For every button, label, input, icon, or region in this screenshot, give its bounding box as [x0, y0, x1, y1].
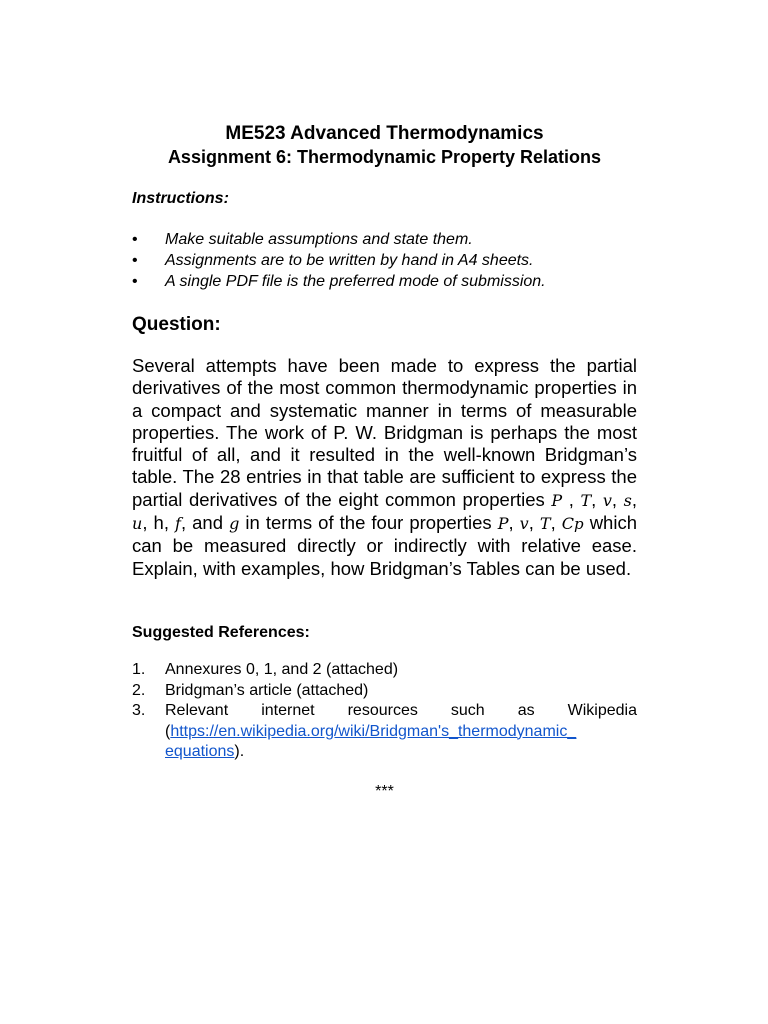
reference-word: resources — [347, 702, 418, 719]
var-v: v — [602, 490, 612, 510]
assignment-title: Assignment 6: Thermodynamic Property Relations — [167, 147, 602, 167]
question-text: Several attempts have been made to express the partial derivatives of the most common thermodynamic properties in a compact and systematic manner in terms of measurable properties. The work of P. W. Bridgman is perhaps the most fruitful of all, and it resulted in the well-known Bridgman’s table. The 28 entries in that table are sufficient to express the partial derivatives of the eight common properties P , T, v, s, u, h, f, and g in terms of the four properties P, v, T, Cp which can be measured directly or indirectly with relative ease. Explain, with examples, how Bridgman’s Tables can be used. — [132, 355, 638, 579]
reference-word: internet — [261, 702, 315, 719]
bullet-icon: • — [132, 273, 138, 290]
reference-item — [132, 681, 637, 702]
question-text-part1: Several attempts have been made to express the partial derivatives of the most common thermodynamic properties in a compact and systematic manner in terms of measurable properties. The work of P. W. Bridgman is perhaps the most fruitful of all, and it resulted in the well-known Bridgman’s table. The 28 entries in that table are sufficient to express the partial derivatives of the eight common properties — [132, 355, 637, 510]
reference-word: Relevant — [165, 702, 229, 719]
bullet-icon: • — [132, 252, 138, 269]
var-t-measurable: T — [539, 514, 551, 534]
instructions-heading: Instructions: — [132, 190, 229, 207]
var-p-measurable: P — [497, 514, 509, 534]
reference-text: Bridgman’s article (attached) — [165, 681, 369, 699]
instruction-text: Assignments are to be written by hand in A4 sheets. — [165, 252, 534, 269]
reference-number: 2. — [132, 681, 146, 699]
reference-link-line — [165, 742, 637, 763]
question-text-part3: which can be measured directly or indirectly with relative ease. Explain, with examples, how Bridgman’s Tables can be used. — [132, 512, 637, 579]
var-g: g — [229, 514, 240, 534]
wikipedia-link-continued[interactable]: equations — [165, 743, 235, 760]
instruction-text: Make suitable assumptions and state them. — [165, 231, 473, 248]
instruction-item — [132, 250, 546, 271]
open-paren: ( — [165, 722, 171, 740]
reference-word: Wikipedia — [567, 702, 637, 719]
reference-word: as — [517, 702, 535, 719]
var-v-measurable: v — [519, 514, 529, 534]
question-heading: Question: — [132, 314, 221, 335]
reference-number: 3. — [132, 702, 146, 719]
reference-link-line — [165, 722, 637, 743]
instructions-list — [132, 229, 546, 292]
bullet-icon: • — [132, 231, 138, 248]
reference-word: such — [450, 702, 485, 719]
instruction-item — [132, 229, 546, 250]
reference-item — [132, 660, 637, 681]
var-u: u — [132, 514, 143, 534]
instruction-item — [132, 271, 546, 292]
reference-text-line — [165, 701, 637, 722]
course-title: ME523 Advanced Thermodynamics — [225, 123, 544, 144]
reference-number: 1. — [132, 661, 146, 678]
var-p: P — [551, 490, 563, 510]
question-text-part2: in terms of the four properties — [239, 512, 498, 534]
end-mark: *** — [375, 783, 394, 800]
var-s: s — [623, 490, 632, 510]
references-heading: Suggested References: — [132, 624, 310, 641]
references-list — [132, 660, 637, 763]
var-h: h — [153, 512, 164, 534]
var-cp-measurable: Cp — [561, 514, 584, 534]
instruction-text: A single PDF file is the preferred mode of submission. — [165, 273, 546, 290]
var-t: T — [580, 490, 592, 510]
var-f: f — [175, 514, 181, 534]
reference-text: Annexures 0, 1, and 2 (attached) — [165, 661, 399, 678]
wikipedia-link[interactable]: https://en.wikipedia.org/wiki/Bridgman's_thermodynamic_ — [170, 722, 577, 740]
close-paren: ). — [234, 743, 245, 760]
reference-item — [132, 701, 637, 763]
